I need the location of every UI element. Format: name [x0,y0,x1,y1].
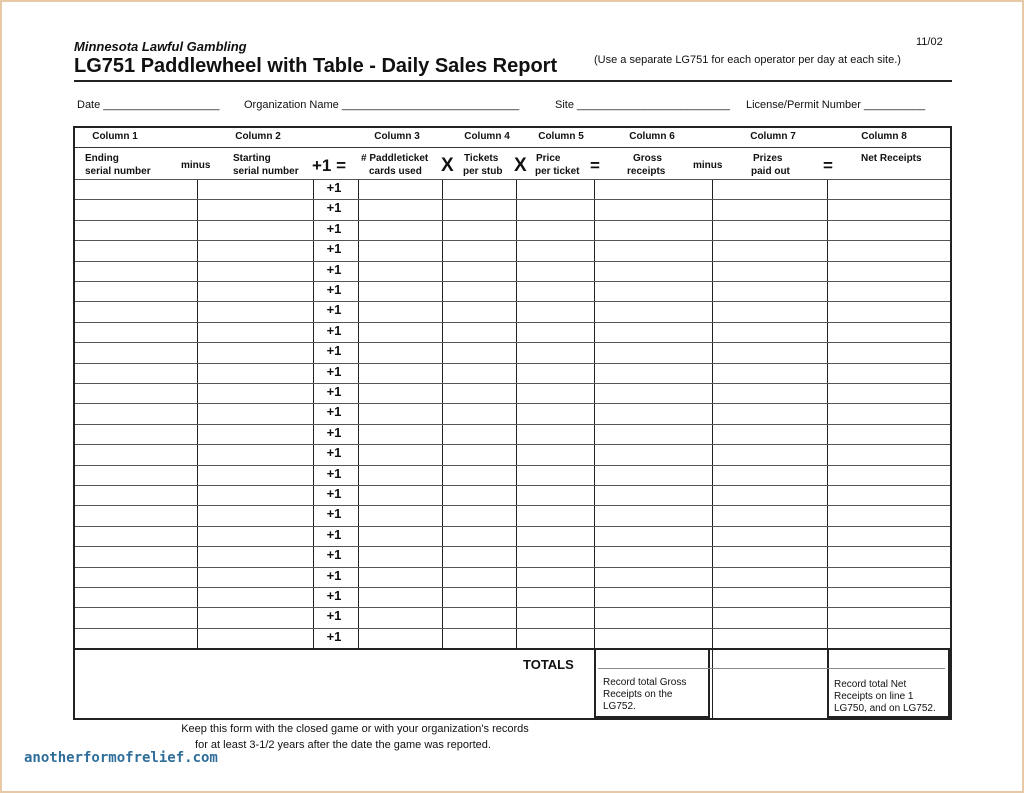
plus-one-label: +1 [326,568,342,583]
table-row[interactable] [75,465,950,485]
paid-out-label: paid out [751,166,790,177]
column-5-header: Column 5 [538,131,584,142]
column-4-header: Column 4 [464,131,510,142]
equals-operator-1: = [590,156,600,175]
table-row[interactable] [75,403,950,423]
table-row[interactable] [75,526,950,546]
plus-one-equals-operator: +1 = [312,156,347,175]
column-8-header: Column 8 [861,131,907,142]
retention-note-line-1: Keep this form with the closed game or with your organization's records [181,723,529,735]
column-7-header: Column 7 [750,131,796,142]
table-row[interactable] [75,587,950,607]
table-row[interactable] [75,444,950,464]
paddleticket-label: # Paddleticket [361,153,429,164]
plus-one-label: +1 [326,466,342,481]
table-row[interactable] [75,199,950,219]
totals-rule [75,648,950,650]
title-divider [74,80,952,82]
site-field[interactable]: Site _________________________ [555,99,730,111]
table-row[interactable] [75,322,950,342]
prizes-total-divider [712,648,713,718]
table-row[interactable] [75,607,950,627]
table-row[interactable] [75,281,950,301]
plus-one-label: +1 [326,629,342,644]
form-title: LG751 Paddlewheel with Table - Daily Sales Report [74,55,558,77]
per-stub-label: per stub [463,166,503,177]
plus-one-label: +1 [326,180,342,195]
plus-one-label: +1 [326,588,342,603]
table-row[interactable] [75,567,950,587]
plus-one-label: +1 [326,506,342,521]
gross-total-box[interactable] [594,648,710,718]
totals-label: TOTALS [523,657,574,672]
starting-serial-label: serial number [233,166,299,177]
plus-one-label: +1 [326,384,342,399]
plus-one-label: +1 [326,608,342,623]
per-ticket-label: per ticket [535,166,580,177]
prizes-label: Prizes [753,153,783,164]
plus-one-label: +1 [326,262,342,277]
table-row[interactable] [75,220,950,240]
table-row[interactable] [75,383,950,403]
net-total-box[interactable] [827,648,950,718]
organization-name-field[interactable]: Organization Name _____________________________ [244,99,520,111]
gross-label: Gross [633,153,662,164]
multiply-operator-2: X [514,155,527,176]
date-field[interactable]: Date ___________________ [77,99,220,111]
plus-one-label: +1 [326,200,342,215]
ending-label: Ending [85,153,119,164]
gross-note-line-2: Receipts on the [603,689,673,700]
minus-operator-2: minus [693,160,723,171]
plus-one-label: +1 [326,282,342,297]
column-3-header: Column 3 [374,131,420,142]
gross-note-line-1: Record total Gross [603,677,687,688]
net-note-line-1: Record total Net [834,679,907,690]
table-row[interactable] [75,342,950,362]
plus-one-label: +1 [326,547,342,562]
plus-one-label: +1 [326,221,342,236]
multiply-operator-1: X [441,155,454,176]
column-header-rule [75,147,950,148]
plus-one-label: +1 [326,343,342,358]
watermark-text: anotherformofrelief.com [24,750,218,766]
tickets-label: Tickets [464,153,499,164]
column-6-header: Column 6 [629,131,675,142]
table-row[interactable] [75,485,950,505]
revision-date: 11/02 [916,36,943,48]
retention-note-line-2: for at least 3-1/2 years after the date the game was reported. [195,739,491,751]
ending-serial-label: serial number [85,166,151,177]
minus-operator: minus [181,160,211,171]
plus-one-label: +1 [326,323,342,338]
plus-one-label: +1 [326,364,342,379]
receipts-label: receipts [627,166,666,177]
starting-label: Starting [233,153,271,164]
table-row[interactable] [75,179,950,199]
column-1-header: Column 1 [92,131,138,142]
table-row[interactable] [75,240,950,260]
table-row[interactable] [75,546,950,566]
table-row[interactable] [75,505,950,525]
column-2-header: Column 2 [235,131,281,142]
table-row[interactable] [75,261,950,281]
plus-one-label: +1 [326,425,342,440]
cards-used-label: cards used [369,166,422,177]
plus-one-label: +1 [326,241,342,256]
license-permit-number-field[interactable]: License/Permit Number __________ [746,99,926,111]
sales-report-table [73,126,952,720]
plus-one-label: +1 [326,404,342,419]
totals-entry-line [598,668,945,669]
plus-one-label: +1 [326,302,342,317]
table-row[interactable] [75,424,950,444]
equals-operator-2: = [823,156,833,175]
plus-one-label: +1 [326,445,342,460]
net-note-line-3: LG750, and on LG752. [834,703,936,714]
table-row[interactable] [75,301,950,321]
net-note-line-2: Receipts on line 1 [834,691,914,702]
gross-note-line-3: LG752. [603,701,636,712]
table-row[interactable] [75,363,950,383]
net-receipts-label: Net Receipts [861,153,922,164]
price-label: Price [536,153,561,164]
plus-one-label: +1 [326,486,342,501]
form-subtitle: Minnesota Lawful Gambling [74,39,247,54]
plus-one-label: +1 [326,527,342,542]
usage-note: (Use a separate LG751 for each operator per day at each site.) [594,54,901,66]
table-row[interactable] [75,628,950,648]
